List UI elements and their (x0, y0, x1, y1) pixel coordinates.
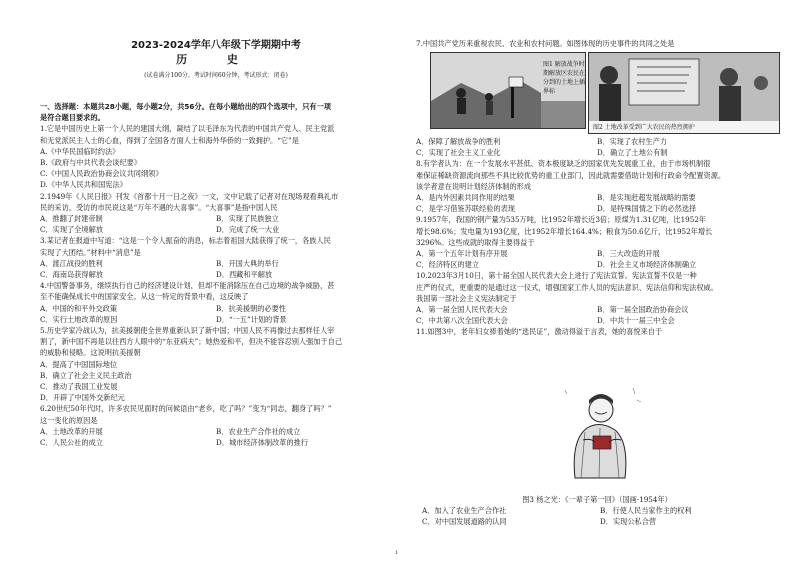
q11-option-c: C．对中国发展道路的认同 (422, 517, 507, 527)
q3-options (40, 258, 392, 269)
q10-option-a: A．第一届全国人民代表大会 (416, 305, 508, 315)
section-heading: 一、选择题：本题共28小题，每小题2分，共56分。在每小题给出的四个选项中，只有一项 (40, 102, 331, 111)
figure-1-caption-line: 界标 (543, 88, 556, 95)
q9-option-d: D．社会主义市场经济体制确立 (597, 260, 697, 270)
q11-stem: 11.如图3中，老年妇女捧着她的“选民证”，激动得溢于言表，她的喜悦来自于 (416, 327, 663, 337)
q10-options (416, 304, 778, 315)
left-column (40, 101, 392, 448)
figure-1-caption-line: 图1 解放战争时 (543, 61, 585, 68)
q5-option: D．开辟了中国外交新纪元 (40, 393, 125, 403)
q1-option: D.《中华人民共和国宪法》 (40, 180, 127, 190)
right-column-top (416, 38, 778, 49)
q10-line: 庄严的仪式，更重要的是通过这一仪式，增强国家工作人员的宪法意识、宪法信仰和宪法权威。 (416, 282, 718, 292)
q1-option: B.《政府与中共代表会谈纪要》 (40, 158, 142, 168)
q10-line: 我国第一部社会主义宪法制定于 (416, 293, 517, 303)
q5-option: C．推动了我国工业发展 (40, 382, 118, 392)
q8-option-c: C．是学习借鉴苏联经验的表现 (416, 204, 515, 214)
q10-option-c: C．中共第八次全国代表大会 (416, 316, 508, 326)
q6-options (40, 437, 392, 448)
q1-line: 1.它是中国历史上第一个人民的建国大纲，凝结了以毛泽东为代表的中国共产党人、民主党派 (40, 124, 335, 134)
figure-2-caption: 图2 土地改革受到广大农民的热烈拥护 (593, 124, 695, 131)
q7-option-b: B．实现了农村生产力 (597, 137, 667, 146)
q7-option-d: D．确立了土地公有制 (597, 148, 668, 158)
figure-2-image (589, 53, 779, 121)
q9-line: 9.1957年，我国的钢产量为535万吨，比1952年增长近3倍；原煤为1.31亿吨，比1952年 (416, 215, 707, 225)
q4-line: 至不能确保成长中的国家安全。从这一特定的背景中看，这反映了 (40, 292, 249, 302)
q11-option-d: D．实现公私合营 (600, 517, 657, 527)
q1-line: 和无党派民主人士的心血，得到了全国各方面人士和海外华侨的一致拥护。“它”是 (40, 135, 299, 145)
q5-line: 割了，新中国不再是以往西方人眼中的“东亚病夫”；她热爱和平，但决不能容忍别人强加于自己 (40, 337, 343, 347)
figure-1-caption-line: 分到的土地上插 (543, 79, 586, 86)
q7-option-a: A．保障了解放战争的胜利 (416, 137, 501, 146)
q2-option-c: C．实现了全境解放 (40, 225, 104, 235)
q9-options (416, 248, 778, 259)
q3-option-d: D．西藏和平解放 (216, 270, 273, 280)
q8-options (416, 203, 778, 214)
q3-options (40, 269, 392, 280)
q7-options (416, 136, 778, 147)
subject-title: 历 史 (176, 53, 256, 66)
q8-line: 8.有学者认为：在一个发展水平甚低、资本极度缺乏的国家优先发展重工业，由于市场机制很 (416, 159, 711, 169)
q4-options (40, 303, 392, 314)
q5-line: 的威胁和侵略。这说明抗美援朝 (40, 348, 141, 358)
q1-option: C.《中国人民政治协商会议共同纲领》 (40, 169, 163, 179)
q2-line: 民的采访，受访的市民说这是“万年不遇的大喜事”。“大喜事”是指中国人民 (40, 202, 278, 212)
q4-line: 4.中国警备事务，继续执行自己的经济建设计划，但却不能消除压在自己边境的战争威胁，甚 (40, 281, 335, 291)
figure-3-image (545, 380, 655, 490)
q7-option-c: C．实现了社会主义工业化 (416, 148, 501, 158)
q9-line: 增长98.6%；发电量为193亿度，比1952年增长164.4%；粮食为50.6亿斤，比1952年增长 (416, 226, 713, 236)
right-column-main (416, 136, 778, 338)
q9-options (416, 259, 778, 270)
q8-option-b: B．是实现赶超发展战略的需要 (597, 193, 696, 203)
figure-3 (545, 380, 655, 490)
q8-option-d: D．是特殊国情之下的必然选择 (597, 204, 697, 214)
q2-option-b: B．实现了民族独立 (216, 214, 279, 224)
q3-line: 实现了大团结。”材料中“消息”是 (40, 247, 141, 257)
figure-1 (430, 52, 586, 129)
figure-2 (588, 52, 780, 134)
q4-option-a: A．中国的和平外交政策 (40, 303, 118, 313)
q2-options (40, 224, 392, 235)
q11-option-a: A．加入了农业生产合作社 (422, 506, 507, 516)
q3-option-b: B．开国大典的举行 (216, 258, 279, 268)
exam-title: 2023-2024学年八年级下学期期中考 (131, 40, 301, 51)
right-column-bottom (416, 494, 778, 528)
q10-line: 10.2023年3月10日，第十届全国人民代表大会上进行了宪法宣誓。宪法宣誓不仅是一种 (416, 271, 697, 281)
q6-line: 这一变化的原因是 (40, 415, 98, 425)
q11-options (416, 516, 778, 527)
q9-option-a: A．第一个五年计划有序开展 (416, 249, 508, 259)
q6-option-a: A．土地改革的开展 (40, 426, 103, 436)
q5-option: B．确立了社会主义民主政治 (40, 370, 132, 380)
q8-line: 难保证稀缺资源流向那些不具比较优势的重工业部门，因此就需要借助计划和行政命令配置资源。 (416, 170, 726, 180)
q3-option-a: A．渡江战役的胜利 (40, 258, 103, 268)
q8-option-a: A．是内外因素共同作用的结果 (416, 193, 515, 203)
page-number: 1 (395, 550, 399, 556)
q9-option-c: C．经济特区的建立 (416, 260, 480, 270)
q2-line: 2.1949年《人民日报》刊发《首都十月一日之夜》一文，文中记载了记者对在现场观看典礼市 (40, 191, 339, 201)
q8-options (416, 192, 778, 203)
q8-line: 该学者意在说明计划经济体制的形成 (416, 181, 532, 191)
figure-1-caption (543, 59, 585, 95)
figure-1-caption-line: 期解放区农民在 (543, 70, 586, 77)
q7-options (416, 147, 778, 158)
q2-options (40, 213, 392, 224)
q9-line: 3296%。这些成就的取得主要得益于 (416, 237, 535, 247)
figure-3-caption: 图3 杨之光：《一辈子第一回》（国画·1954年） (522, 495, 672, 504)
q6-option-d: D．城市经济体制改革的推行 (216, 438, 309, 448)
q4-option-c: C．实行土地改革的原因 (40, 314, 118, 324)
q10-options (416, 315, 778, 326)
q6-line: 6.20世纪50年代时，许多农民见面时的问候语由“老乡，吃了吗？”变为“同志，翻身了吗？” (40, 404, 332, 414)
exam-note: (试卷满分100分，考试时间60分钟，考试形式：闭卷) (144, 72, 288, 79)
q1-option: A.《中华民国临时约法》 (40, 146, 120, 156)
q6-options (40, 426, 392, 437)
q4-option-b: B．抗美援朝的必要性 (216, 303, 286, 313)
q11-options (416, 505, 778, 516)
q5-line: 5.历史学家冷战认为，抗美援朝使全世界重新认识了新中国；中国人民不再像过去那样任人宰 (40, 326, 335, 336)
q3-line: 3.某记者在报道中写道：“这是一个令人振奋的消息，标志着祖国大陆获得了统一，各族人民 (40, 236, 331, 246)
q10-option-d: D．中共十一届三中全会 (597, 316, 675, 326)
q9-option-b: B．三大改造的开展 (597, 249, 660, 259)
q2-option-a: A．推翻了封建帝制 (40, 214, 103, 224)
q6-option-c: C．人民公社的成立 (40, 438, 104, 448)
q6-option-b: B．农业生产合作社的成立 (216, 426, 301, 436)
q4-options (40, 314, 392, 325)
q11-option-b: B．行使人民当家作主的权利 (600, 506, 692, 516)
q10-option-b: B．第一届全国政治协商会议 (597, 305, 689, 315)
section-heading-cont: 是符合题目要求的。 (40, 113, 105, 123)
q5-option: A．提高了中国国际地位 (40, 359, 118, 369)
q4-option-d: D．“一五”计划的背景 (216, 314, 287, 324)
q2-option-d: D．完成了统一大业 (216, 225, 280, 235)
q7-stem: 7.中国共产党历来重视农民、农业和农村问题。如图体现的历史事件的共同之处是 (416, 39, 675, 48)
q3-option-c: C．海南岛获得解放 (40, 270, 104, 280)
